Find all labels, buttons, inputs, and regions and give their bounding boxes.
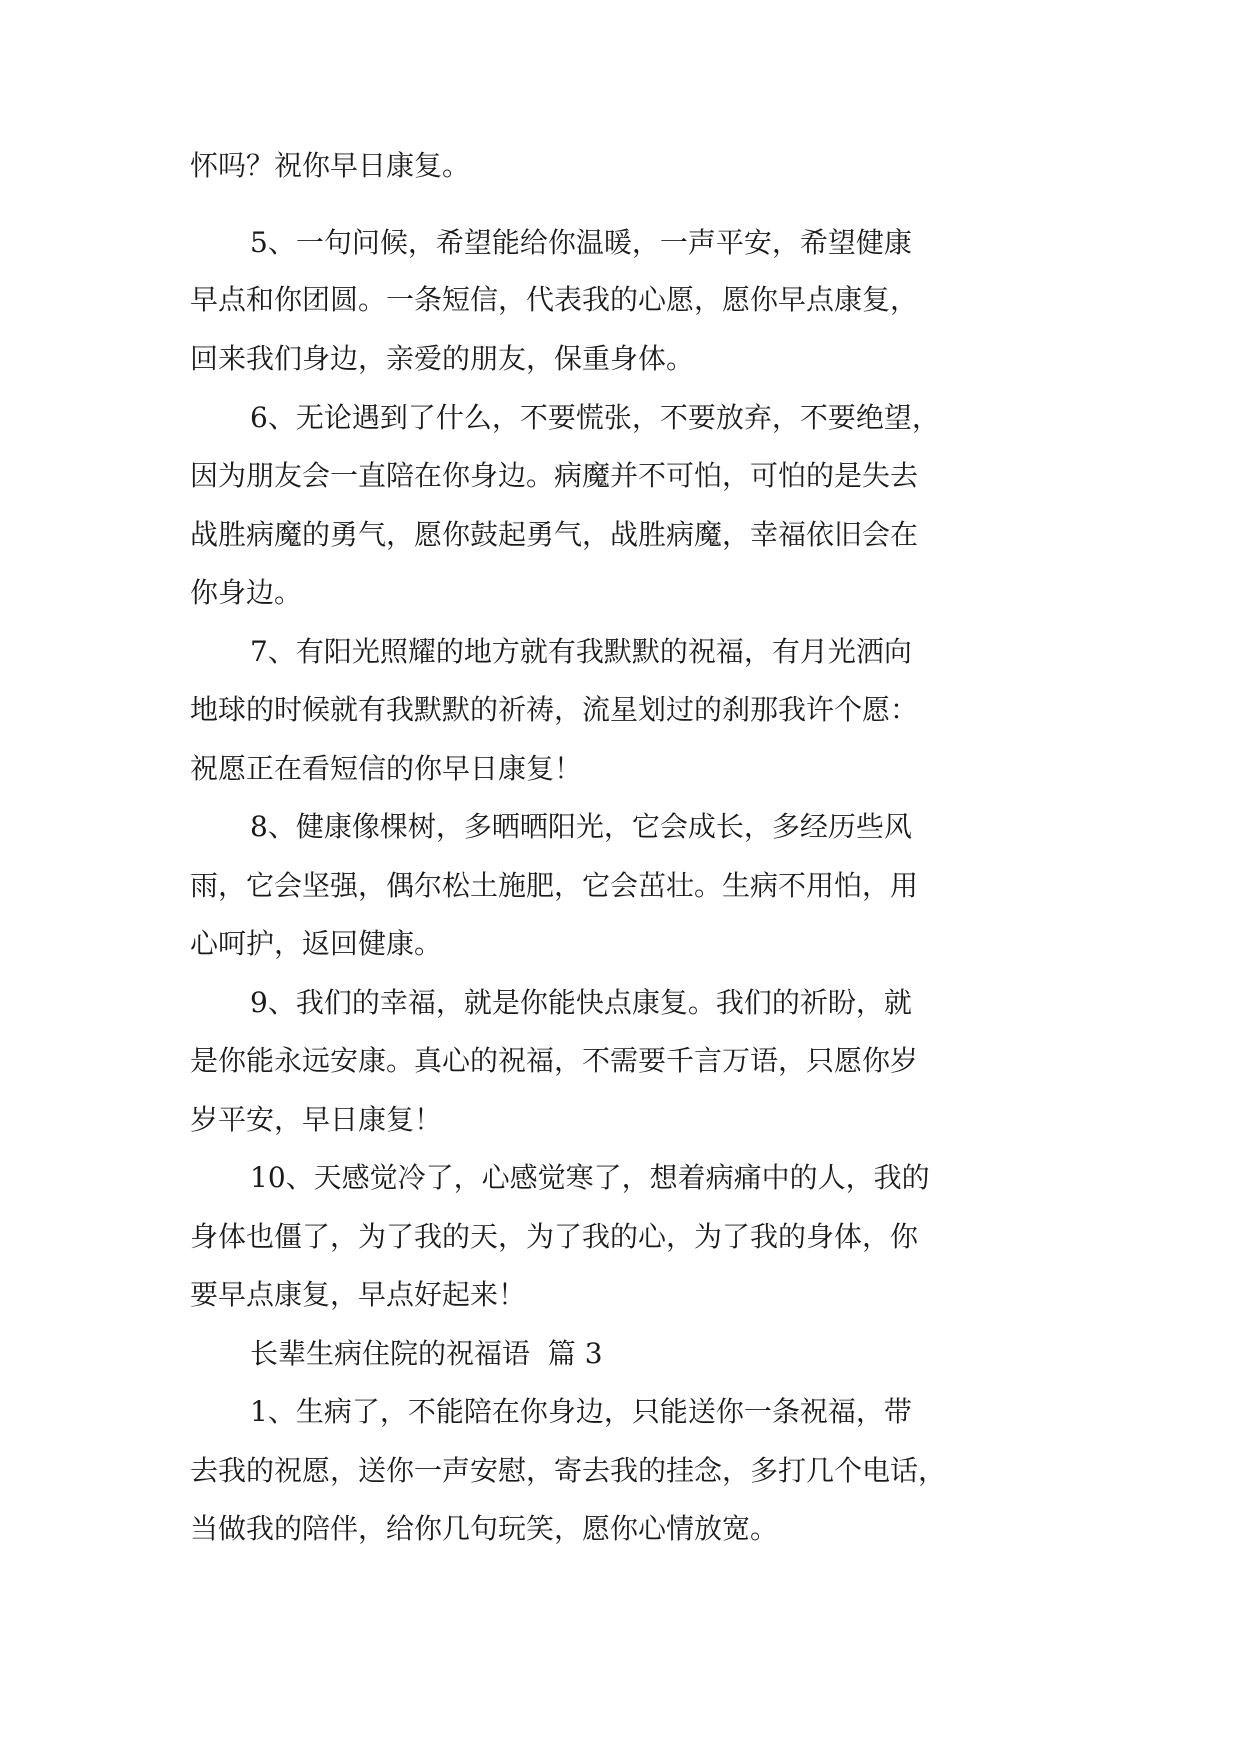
text-line: 战胜病魔的勇气，愿你鼓起勇气，战胜病魔，幸福依旧会在 — [190, 518, 919, 551]
text-line: 因为朋友会一直陪在你身边。病魔并不可怕，可怕的是失去 — [190, 459, 919, 492]
paragraph-first-line: 5、一句问候，希望能给你温暖，一声平安，希望健康 — [250, 226, 912, 259]
text-line: 要早点康复，早点好起来！ — [190, 1278, 527, 1311]
text-line: 岁平安，早日康复！ — [190, 1103, 443, 1136]
text-line: 祝愿正在看短信的你早日康复！ — [190, 752, 583, 785]
text-line: 身体也僵了，为了我的天，为了我的心，为了我的身体，你 — [190, 1220, 919, 1253]
text-line: 雨，它会坚强，偶尔松土施肥，它会茁壮。生病不用怕，用 — [190, 869, 919, 902]
paragraph-first-line: 7、有阳光照耀的地方就有我默默的祝福，有月光洒向 — [250, 635, 912, 668]
paragraph-first-line: 8、健康像棵树，多晒晒阳光，它会成长，多经历些风 — [250, 810, 912, 843]
paragraph-first-line: 9、我们的幸福，就是你能快点康复。我们的祈盼，就 — [250, 986, 912, 1019]
text-line: 回来我们身边，亲爱的朋友，保重身体。 — [190, 342, 695, 375]
text-line: 怀吗？祝你早日康复。 — [190, 149, 471, 182]
text-line: 早点和你团圆。一条短信，代表我的心愿，愿你早点康复， — [190, 283, 919, 316]
section-heading: 长辈生病住院的祝福语 篇 3 — [250, 1337, 603, 1370]
text-line: 是你能永远安康。真心的祝福，不需要千言万语，只愿你岁 — [190, 1044, 919, 1077]
paragraph-first-line: 6、无论遇到了什么，不要慌张，不要放弃，不要绝望， — [250, 401, 940, 434]
text-line: 心呵护，返回健康。 — [190, 927, 443, 960]
paragraph-first-line: 1、生病了，不能陪在你身边，只能送你一条祝福，带 — [250, 1395, 912, 1428]
text-line: 你身边。 — [190, 576, 303, 609]
text-line: 当做我的陪伴，给你几句玩笑，愿你心情放宽。 — [190, 1512, 779, 1545]
text-line: 去我的祝愿，送你一声安慰，寄去我的挂念，多打几个电话， — [190, 1454, 947, 1487]
text-line: 地球的时候就有我默默的祈祷，流星划过的刹那我许个愿： — [190, 693, 919, 726]
paragraph-first-line: 10、天感觉冷了，心感觉寒了，想着病痛中的人，我的 — [250, 1161, 930, 1194]
